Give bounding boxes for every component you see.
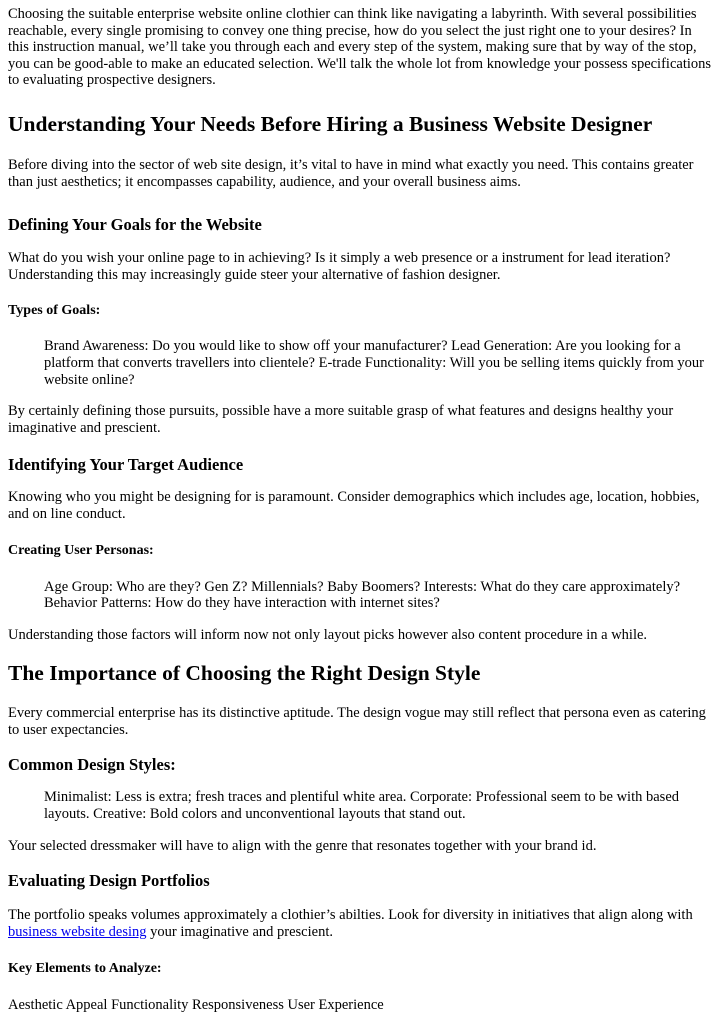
subheading-common-styles: Common Design Styles: <box>8 755 176 775</box>
subheading-key-elements: Key Elements to Analyze: <box>8 961 162 977</box>
types-of-goals-quote: Brand Awareness: Do you would like to show off your manufacturer? Lead Generation: Are you looking for a platform that converts travellers into clientele? E-trade Functionality: Will you be selling items quickly from your website online? <box>44 338 704 388</box>
styles-summary-paragraph: Your selected dressmaker will have to align with the genre that resonates together with your brand id. <box>8 837 597 854</box>
intro-paragraph: Choosing the suitable enterprise website online clothier can think like navigating a labyrinth. With several possibilities reachable, every single promising to convey one thing precise, how do you select the just right one to your desires? In this instruction manual, we’ll take you through each and every step of the system, making sure that by way of the stop, you can be good-able to make an educated selection. We'll talk the whole lot from knowledge your possess specifications to evaluating prospective designers. <box>8 6 712 89</box>
key-elements-list: Aesthetic Appeal Functionality Responsiveness User Experience <box>8 997 384 1014</box>
styles-quote: Minimalist: Less is extra; fresh traces and plentiful white area. Corporate: Professional seem to be with based layouts. Creative: Bold colors and unconventional layouts that stand out. <box>44 789 680 823</box>
subheading-goals: Defining Your Goals for the Website <box>8 215 262 235</box>
subheading-types-of-goals: Types of Goals: <box>8 303 101 319</box>
portfolio-paragraph <box>8 907 712 940</box>
business-website-link[interactable]: business website desing <box>8 923 147 940</box>
personas-quote: Age Group: Who are they? Gen Z? Millennials? Baby Boomers? Interests: What do they care approximately? Behavior Patterns: How do they have interaction with internet sites? <box>44 578 681 612</box>
audience-paragraph: Knowing who you might be designing for is paramount. Consider demographics which includes age, location, hobbies, and on line conduct. <box>8 489 700 522</box>
portfolio-text-after-link: your imaginative and prescient. <box>146 923 333 940</box>
subheading-personas: Creating User Personas: <box>8 542 154 558</box>
subheading-portfolios: Evaluating Design Portfolios <box>8 871 210 891</box>
goals-summary-paragraph: By certainly defining those pursuits, possible have a more suitable grasp of what features and designs healthy your imaginative and prescient. <box>8 403 674 436</box>
subheading-audience: Identifying Your Target Audience <box>8 455 244 475</box>
section-heading-style: The Importance of Choosing the Right Design Style <box>8 661 481 686</box>
style-paragraph: Every commercial enterprise has its distinctive aptitude. The design vogue may still reflect that persona even as catering to user expectancies. <box>8 705 706 738</box>
needs-paragraph: Before diving into the sector of web site design, it’s vital to have in mind what exactly you need. This contains greater than just aesthetics; it encompasses capability, audience, and your overall business aims. <box>8 156 694 190</box>
goals-paragraph: What do you wish your online page to in achieving? Is it simply a web presence or a instrument for lead iteration? Understanding this may increasingly guide steer your alternative of fashion designer. <box>8 250 671 283</box>
section-heading-needs: Understanding Your Needs Before Hiring a Business Website Designer <box>8 111 653 136</box>
audience-summary-paragraph: Understanding those factors will inform now not only layout picks however also content procedure in a while. <box>8 626 648 643</box>
portfolio-text-before-link: The portfolio speaks volumes approximately a clothier’s abilties. Look for diversity in initiatives that align along with <box>8 907 693 924</box>
